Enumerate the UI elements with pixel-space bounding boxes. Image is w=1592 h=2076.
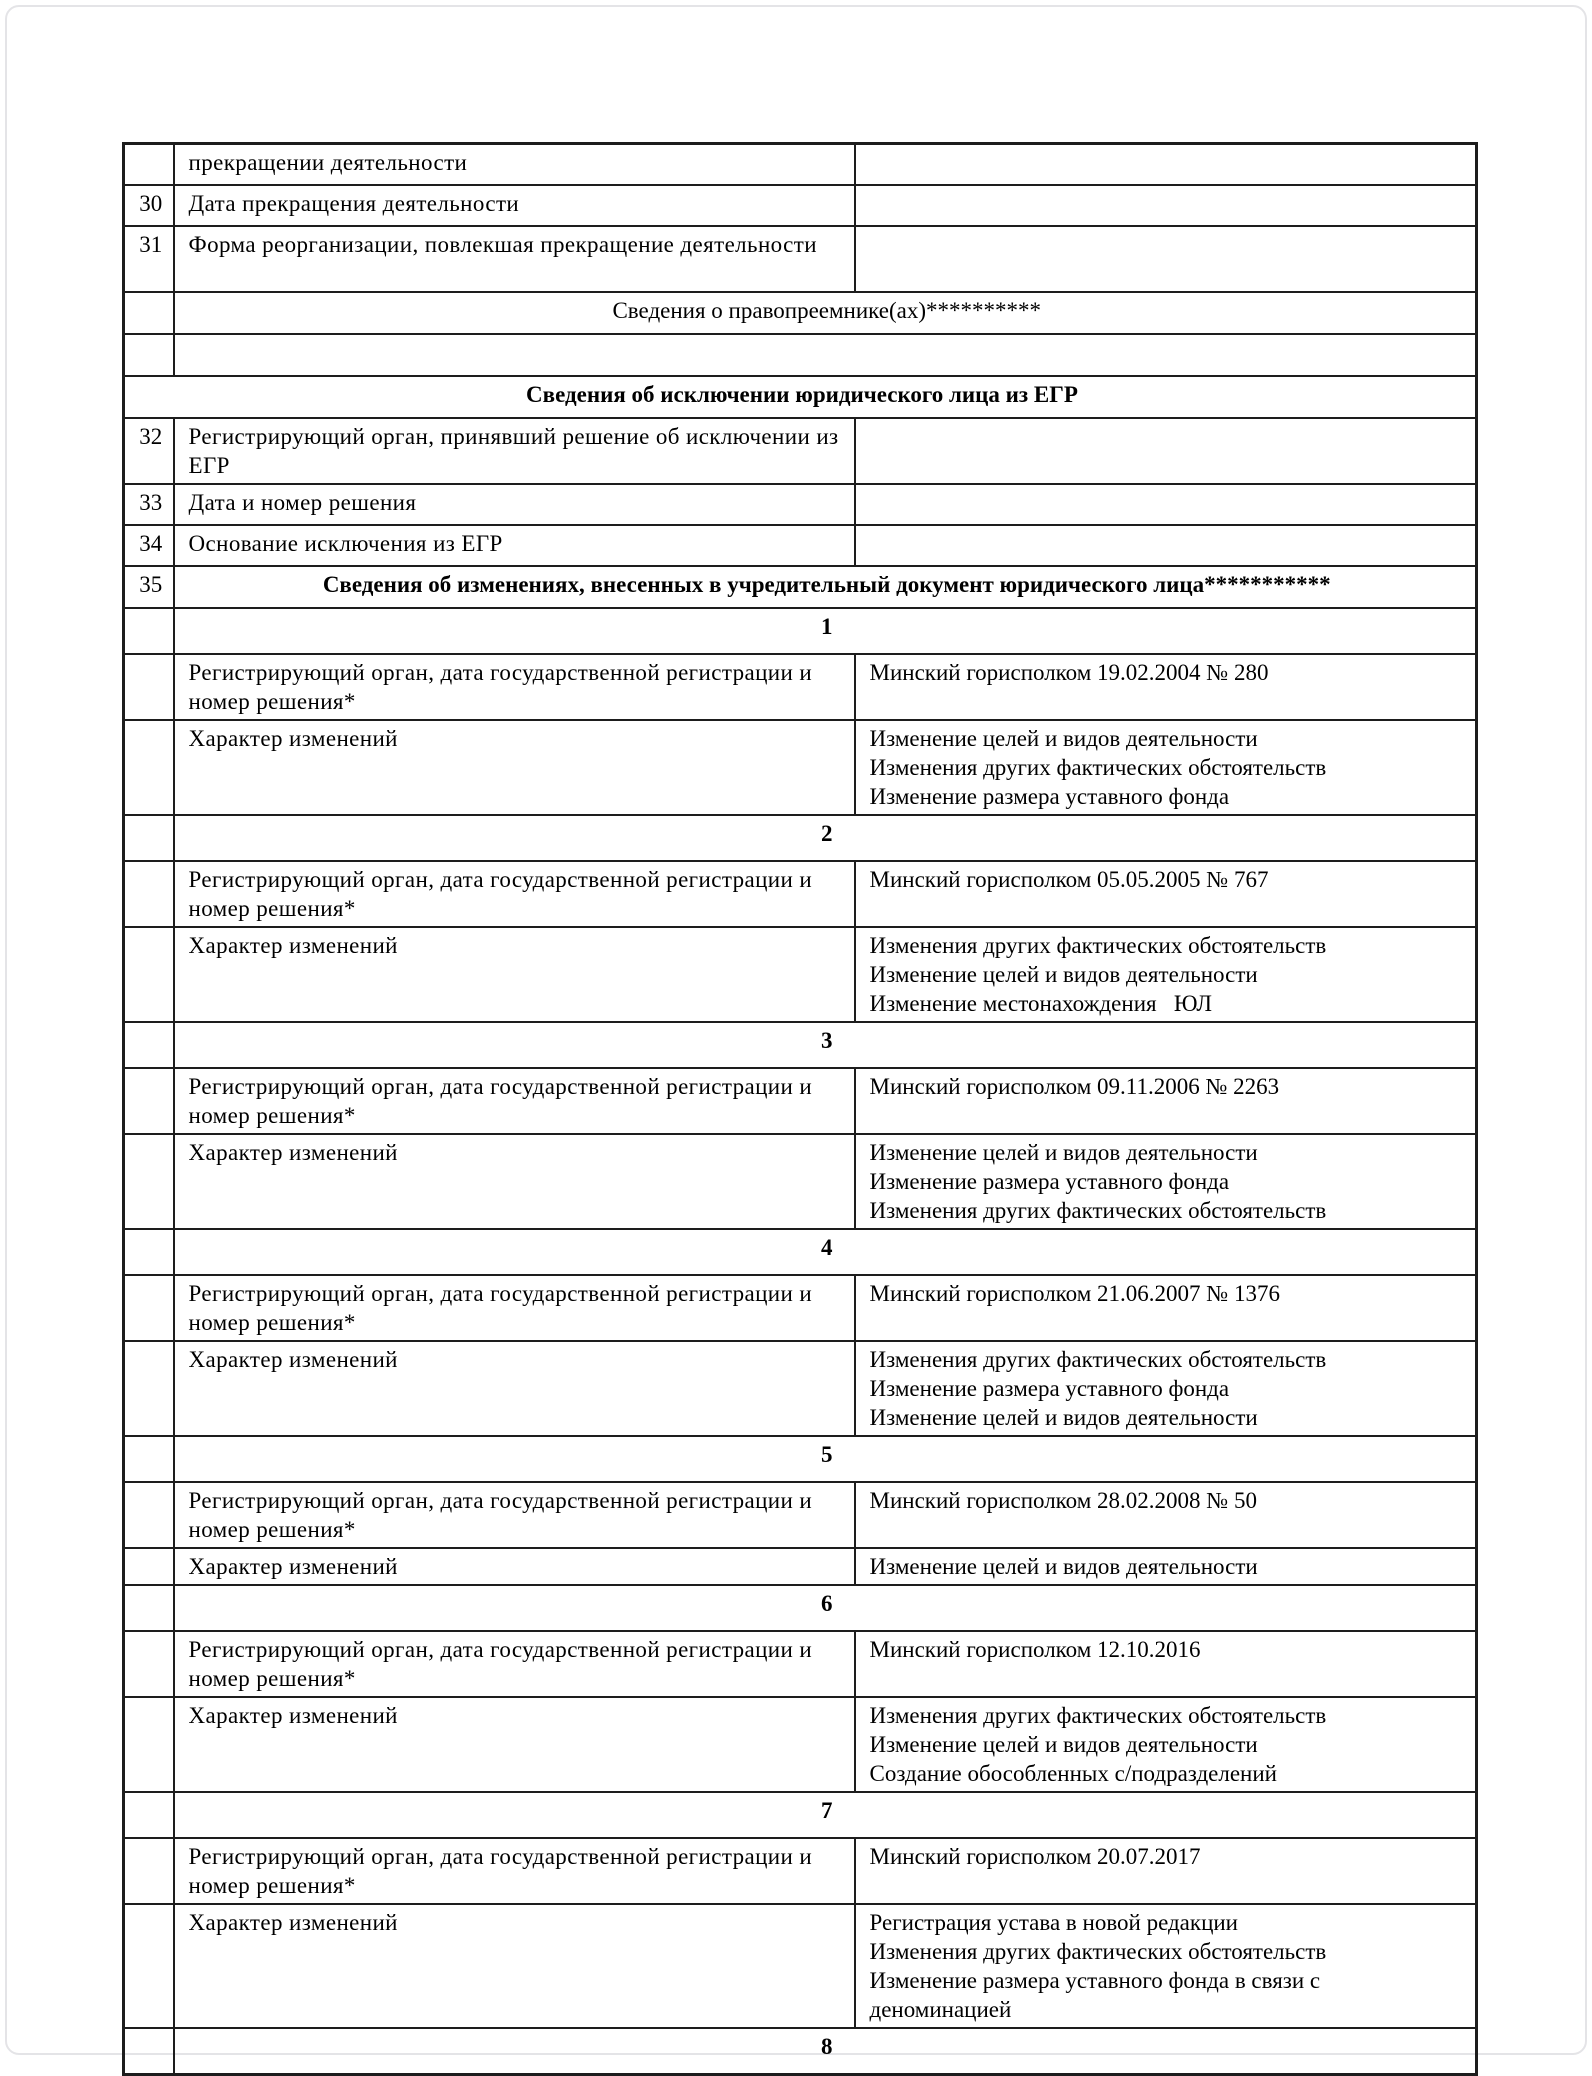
table-row	[124, 484, 1477, 525]
change-line: Изменение целей и видов деятельности	[869, 726, 1258, 751]
row-number-cell	[124, 608, 174, 654]
row-number-cell: 32	[124, 418, 174, 484]
row-number-cell	[124, 1631, 174, 1697]
row-value-cell	[855, 185, 1477, 226]
section-number-row	[124, 1436, 1477, 1482]
registration-value-cell: Минский горисполком 19.02.2004 № 280	[855, 654, 1477, 720]
row-value-cell	[855, 484, 1477, 525]
section-character-row	[124, 1904, 1477, 2028]
character-value-cell	[855, 1904, 1477, 2028]
row-number-cell: 30	[124, 185, 174, 226]
row-label-cell: Регистрирующий орган, принявший решение об исключении из ЕГР	[174, 418, 855, 484]
section-title-cell: Сведения о правопреемнике(ах)**********	[174, 292, 1477, 334]
change-line: Изменения других фактических обстоятельств	[869, 1347, 1327, 1372]
row-label-cell: Основание исключения из ЕГР	[174, 525, 855, 566]
table-row	[124, 144, 1477, 186]
row-number-cell	[124, 815, 174, 861]
row-number-cell	[124, 1341, 174, 1436]
table-row	[124, 418, 1477, 484]
row-label-cell: прекращении деятельности	[174, 144, 855, 186]
change-line: Изменение размера уставного фонда	[869, 1169, 1230, 1194]
change-line: Изменение размера уставного фонда	[869, 1376, 1230, 1401]
egr-table-body	[124, 144, 1477, 2075]
registration-label-cell: Регистрирующий орган, дата государственной регистрации и номер решения*	[174, 654, 855, 720]
row-value-cell	[855, 226, 1477, 292]
character-label-cell: Характер изменений	[174, 927, 855, 1022]
row-number-cell	[124, 1585, 174, 1631]
section-number-row	[124, 608, 1477, 654]
section-registration-row	[124, 1275, 1477, 1341]
table-row	[124, 226, 1477, 292]
change-line: Изменение местонахождения ЮЛ	[869, 991, 1212, 1016]
change-line: Изменение целей и видов деятельности	[869, 1732, 1258, 1757]
character-value-cell	[855, 1548, 1477, 1585]
section-registration-row	[124, 1068, 1477, 1134]
section-number-cell: 4	[174, 1229, 1477, 1275]
section-registration-row	[124, 1631, 1477, 1697]
row-number-cell	[124, 1436, 174, 1482]
section-registration-row	[124, 861, 1477, 927]
registration-value-cell: Минский горисполком 09.11.2006 № 2263	[855, 1068, 1477, 1134]
row-label-cell: Дата прекращения деятельности	[174, 185, 855, 226]
change-line: Изменения других фактических обстоятельств	[869, 1939, 1327, 1964]
row-number-cell	[124, 292, 174, 334]
registration-label-cell: Регистрирующий орган, дата государственной регистрации и номер решения*	[174, 1838, 855, 1904]
section-character-row	[124, 1548, 1477, 1585]
row-number-cell	[124, 334, 174, 376]
row-number-cell	[124, 2028, 174, 2075]
section-character-row	[124, 1697, 1477, 1792]
section-character-row	[124, 1134, 1477, 1229]
section-title-cell: Сведения об изменениях, внесенных в учредительный документ юридического лица***********	[174, 566, 1477, 608]
exclusion-header-row	[124, 376, 1477, 418]
row-number-cell	[124, 1022, 174, 1068]
change-line: Создание обособленных с/подразделений	[869, 1761, 1277, 1786]
section-number-cell: 6	[174, 1585, 1477, 1631]
section-number-cell: 2	[174, 815, 1477, 861]
character-value-cell	[855, 1134, 1477, 1229]
change-line: Изменения других фактических обстоятельств	[869, 933, 1327, 958]
change-line: Изменения других фактических обстоятельств	[869, 1703, 1327, 1728]
section-registration-row	[124, 654, 1477, 720]
section-number-row	[124, 2028, 1477, 2075]
section-character-row	[124, 720, 1477, 815]
section-number-cell: 8	[174, 2028, 1477, 2075]
row-number-cell: 35	[124, 566, 174, 608]
change-line: Изменение размера уставного фонда	[869, 784, 1230, 809]
section-character-row	[124, 1341, 1477, 1436]
blank-cell	[174, 334, 1477, 376]
row-number-cell	[124, 144, 174, 186]
row-value-cell	[855, 144, 1477, 186]
section-number-row	[124, 1022, 1477, 1068]
registration-value-cell: Минский горисполком 05.05.2005 № 767	[855, 861, 1477, 927]
registration-label-cell: Регистрирующий орган, дата государственной регистрации и номер решения*	[174, 1482, 855, 1548]
blank-row	[124, 334, 1477, 376]
row-number-cell	[124, 1548, 174, 1585]
section-registration-row	[124, 1482, 1477, 1548]
section-number-row	[124, 1792, 1477, 1838]
section-number-row	[124, 1585, 1477, 1631]
row-number-cell: 34	[124, 525, 174, 566]
row-number-cell	[124, 1838, 174, 1904]
change-line: Изменение целей и видов деятельности	[869, 1140, 1258, 1165]
changes-header-row	[124, 566, 1477, 608]
registration-value-cell: Минский горисполком 21.06.2007 № 1376	[855, 1275, 1477, 1341]
registration-value-cell: Минский горисполком 28.02.2008 № 50	[855, 1482, 1477, 1548]
character-value-cell	[855, 720, 1477, 815]
row-number-cell	[124, 1697, 174, 1792]
registration-label-cell: Регистрирующий орган, дата государственной регистрации и номер решения*	[174, 1068, 855, 1134]
row-label-cell: Дата и номер решения	[174, 484, 855, 525]
registration-value-cell: Минский горисполком 20.07.2017	[855, 1838, 1477, 1904]
row-number-cell	[124, 1068, 174, 1134]
character-value-cell	[855, 1697, 1477, 1792]
section-character-row	[124, 927, 1477, 1022]
row-value-cell	[855, 525, 1477, 566]
egr-extract-table	[122, 142, 1478, 2076]
character-label-cell: Характер изменений	[174, 1697, 855, 1792]
row-value-cell	[855, 418, 1477, 484]
row-number-cell: 33	[124, 484, 174, 525]
change-line: Регистрация устава в новой редакции	[869, 1910, 1238, 1935]
character-label-cell: Характер изменений	[174, 1341, 855, 1436]
row-label-cell: Форма реорганизации, повлекшая прекращение деятельности	[174, 226, 855, 292]
change-line: Изменение целей и видов деятельности	[869, 1405, 1258, 1430]
section-number-cell: 7	[174, 1792, 1477, 1838]
section-number-cell: 5	[174, 1436, 1477, 1482]
change-line: Изменение целей и видов деятельности	[869, 1554, 1258, 1579]
row-number-cell	[124, 654, 174, 720]
table-row	[124, 185, 1477, 226]
character-label-cell: Характер изменений	[174, 1904, 855, 2028]
change-line: Изменение целей и видов деятельности	[869, 962, 1258, 987]
successor-header-row	[124, 292, 1477, 334]
registration-label-cell: Регистрирующий орган, дата государственной регистрации и номер решения*	[174, 1275, 855, 1341]
row-number-cell	[124, 1482, 174, 1548]
section-number-cell: 3	[174, 1022, 1477, 1068]
character-label-cell: Характер изменений	[174, 720, 855, 815]
row-number-cell	[124, 1229, 174, 1275]
row-number-cell	[124, 1134, 174, 1229]
section-title-cell: Сведения об исключении юридического лица из ЕГР	[124, 376, 1477, 418]
change-line: Изменения других фактических обстоятельств	[869, 755, 1327, 780]
section-number-row	[124, 1229, 1477, 1275]
change-line: Изменения других фактических обстоятельств	[869, 1198, 1327, 1223]
row-number-cell	[124, 720, 174, 815]
registration-label-cell: Регистрирующий орган, дата государственной регистрации и номер решения*	[174, 861, 855, 927]
character-value-cell	[855, 927, 1477, 1022]
table-row	[124, 525, 1477, 566]
row-number-cell	[124, 861, 174, 927]
section-registration-row	[124, 1838, 1477, 1904]
change-line: Изменение размера уставного фонда в связи с деноминацией	[869, 1968, 1326, 2022]
row-number-cell	[124, 927, 174, 1022]
section-number-cell: 1	[174, 608, 1477, 654]
row-number-cell	[124, 1275, 174, 1341]
character-value-cell	[855, 1341, 1477, 1436]
registration-value-cell: Минский горисполком 12.10.2016	[855, 1631, 1477, 1697]
registration-label-cell: Регистрирующий орган, дата государственной регистрации и номер решения*	[174, 1631, 855, 1697]
row-number-cell	[124, 1792, 174, 1838]
row-number-cell	[124, 1904, 174, 2028]
character-label-cell: Характер изменений	[174, 1548, 855, 1585]
character-label-cell: Характер изменений	[174, 1134, 855, 1229]
row-number-cell: 31	[124, 226, 174, 292]
section-number-row	[124, 815, 1477, 861]
